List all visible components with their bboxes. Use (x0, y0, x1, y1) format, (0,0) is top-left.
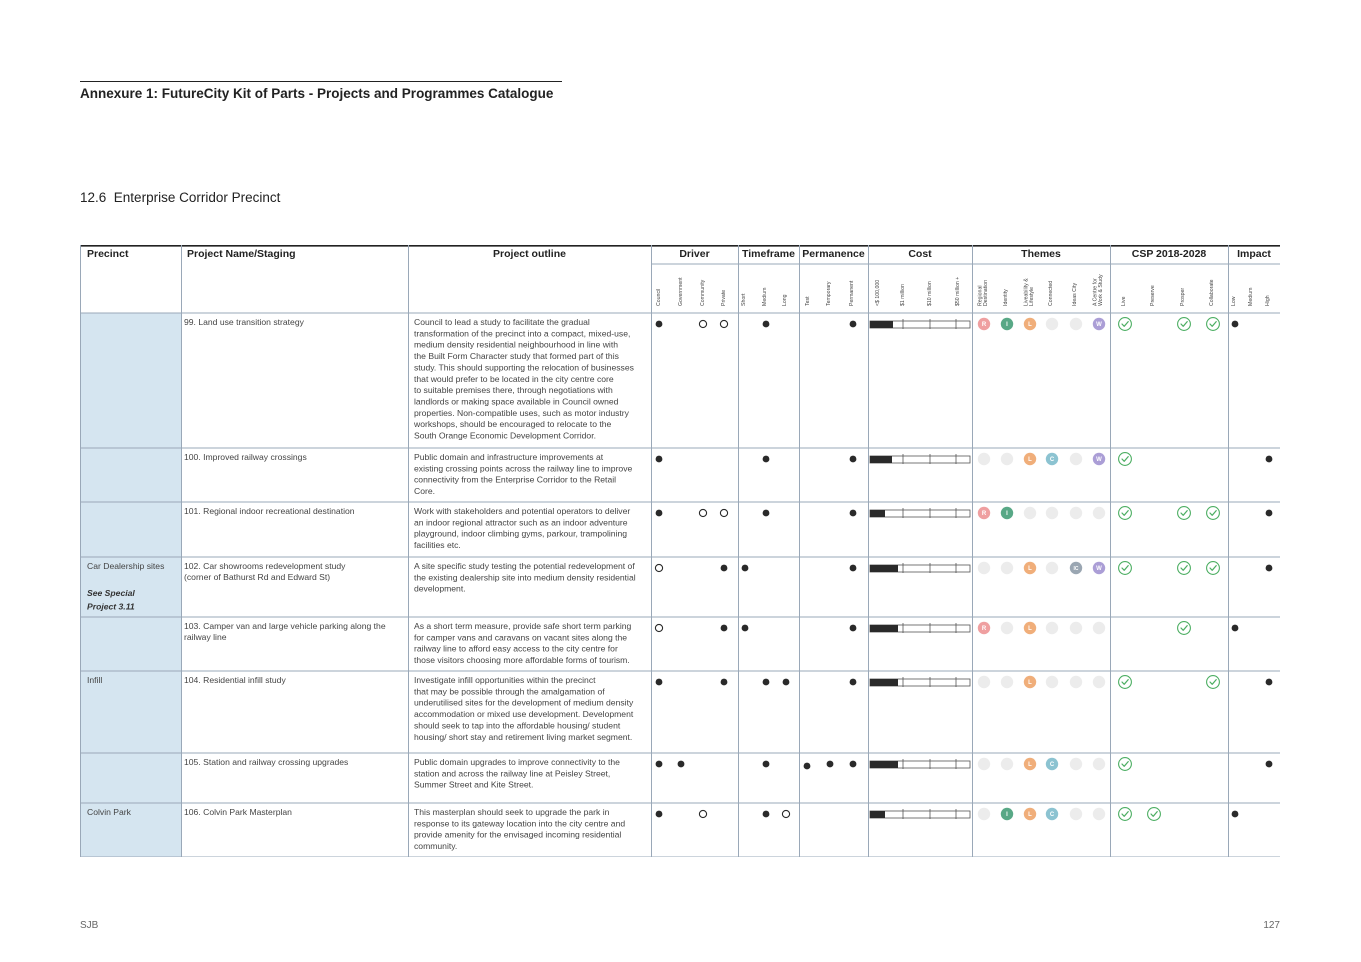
theme-badge-letter: I (1006, 812, 1008, 819)
theme-badge-I (1001, 453, 1013, 465)
theme-badge-I (1001, 622, 1013, 634)
driver-dot-hollow (699, 320, 706, 327)
subheader-theme (1024, 278, 1036, 306)
project-name: 100. Improved railway crossings (184, 452, 307, 462)
theme-badge-R (978, 453, 990, 465)
theme-badge-letter: L (1028, 566, 1032, 573)
project-outline-line: housing/ short stay and retirement living market segment. (414, 731, 633, 742)
project-outline-line: As a short term measure, provide safe short term parking (414, 621, 632, 631)
subheader-csp (1150, 285, 1156, 306)
header-outline: Project outline (493, 248, 566, 260)
precinct-cell-fill (81, 617, 181, 671)
theme-badge-letter: L (1028, 457, 1032, 464)
project-outline-line: This masterplan should seek to upgrade the park in (414, 807, 610, 817)
project-outline-line: existing crossing points across the railway line to improve (414, 463, 633, 474)
project-name: (corner of Bathurst Rd and Edward St) (184, 572, 331, 582)
subheader-impact-text: High (1265, 295, 1271, 306)
subheader-permanence-text: Temporary (826, 281, 832, 306)
theme-badge-letter: L (1028, 762, 1032, 769)
header-precinct: Precinct (87, 248, 129, 260)
project-outline-line: the existing dealership site into medium density residential (414, 572, 636, 583)
subheader-theme-text: Work & Study (1098, 274, 1104, 306)
subheader-timeframe-text: Medium (762, 287, 768, 306)
theme-badge-R (978, 562, 990, 574)
theme-badge-letter: W (1096, 322, 1102, 329)
page-title: Annexure 1: FutureCity Kit of Parts - Projects and Programmes Catalogue (80, 86, 554, 101)
project-name: 104. Residential infill study (184, 675, 286, 685)
theme-badge-R (978, 676, 990, 688)
subheader-csp-text: Prosper (1180, 287, 1186, 306)
subheader-driver (678, 277, 684, 306)
subheader-csp (1180, 288, 1186, 306)
driver-dot-hollow (720, 509, 727, 516)
subheader-theme-text: Lifestyle (1029, 286, 1035, 306)
project-outline-line: those visitors choosing more affordable forms of tourism. (414, 655, 630, 666)
project-name: 99. Land use transition strategy (184, 317, 304, 327)
timeframe-dot-filled (783, 679, 790, 686)
timeframe-dot-filled (763, 321, 770, 328)
project-outline-line: an indoor regional attractor such as an indoor adventure (414, 517, 628, 528)
csp-tick-circle (1119, 808, 1132, 821)
cost-bar-fill (870, 761, 898, 768)
project-outline-line: that may be possible through the amalgamation of (414, 686, 605, 697)
footer-brand: SJB (80, 920, 99, 931)
subheader-driver-text: Private (721, 289, 727, 306)
subheader-cost (875, 280, 881, 306)
csp-tick-circle (1178, 318, 1191, 331)
theme-badge-L (1024, 507, 1036, 519)
theme-badge-letter: C (1049, 812, 1055, 819)
project-outline-line: study. This should supporting the relocation of businesses (414, 362, 634, 373)
theme-badge-C (1046, 507, 1058, 519)
precinct-note: See Special (87, 588, 135, 598)
subheader-theme (1048, 281, 1054, 306)
csp-tick-circle (1207, 507, 1220, 520)
subheader-cost (900, 284, 906, 306)
driver-dot-hollow (699, 509, 706, 516)
theme-badge-W (1093, 507, 1105, 519)
header-permanence: Permanence (802, 248, 865, 260)
header-rule (80, 81, 562, 82)
theme-badge-letter: R (981, 626, 987, 633)
project-outline-line: Investigate infill opportunities within the precinct (414, 675, 596, 685)
theme-badge-R (978, 808, 990, 820)
driver-dot-filled (721, 565, 728, 572)
csp-tick-circle (1178, 622, 1191, 635)
project-outline-line: that would prefer to be located in the city centre core (414, 373, 614, 384)
header-timeframe: Timeframe (742, 248, 795, 260)
subheader-csp (1121, 296, 1127, 306)
section-title: Enterprise Corridor Precinct (113, 190, 281, 205)
project-name: 103. Camper van and large vehicle parking along the (184, 621, 386, 631)
timeframe-dot-filled (763, 811, 770, 818)
project-outline-line: community. (414, 841, 458, 852)
subheader-timeframe (741, 293, 747, 306)
driver-dot-hollow (720, 320, 727, 327)
driver-dot-hollow (655, 564, 662, 571)
project-outline-line: Summer Street and Kite Street. (414, 779, 534, 790)
project-outline-line: Council to lead a study to facilitate the gradual (414, 317, 590, 327)
theme-badge-W (1093, 808, 1105, 820)
csp-tick-circle (1207, 676, 1220, 689)
project-outline-line: development. (414, 583, 466, 594)
subheader-csp-text: Live (1121, 296, 1127, 306)
theme-badge-C (1046, 318, 1058, 330)
timeframe-dot-filled (763, 761, 770, 768)
impact-dot-filled (1232, 811, 1239, 818)
permanence-dot-filled (850, 625, 857, 632)
project-outline-line: playground, indoor climbing gyms, parkour, trampolining (414, 528, 628, 539)
section-number: 12.6 (80, 190, 107, 205)
theme-badge-IC (1070, 507, 1082, 519)
theme-badge-C (1046, 562, 1058, 574)
project-outline-line: should seek to tap into the affordable housing/ student (414, 720, 621, 731)
theme-badge-letter: I (1006, 511, 1008, 518)
project-outline-line: medium density residential neighbourhood in line with (414, 339, 618, 350)
project-outline-line: accommodation or mixed use development. Development (414, 709, 634, 720)
subheader-theme-text: Destination (983, 280, 989, 306)
theme-badge-letter: L (1028, 680, 1032, 687)
project-outline-line: station and across the railway line at Peisley Street, (414, 768, 611, 779)
project-name: 105. Station and railway crossing upgrades (184, 757, 349, 767)
precinct-label: Infill (87, 675, 103, 685)
subheader-impact-text: Medium (1248, 287, 1254, 306)
project-outline-line: connectivity from the Enterprise Corridor to the Retail (414, 474, 617, 485)
header-project: Project Name/Staging (187, 248, 296, 260)
csp-tick-circle (1178, 507, 1191, 520)
header-themes: Themes (1021, 248, 1061, 260)
project-outline-line: Core. (414, 486, 436, 497)
subheader-cost-text: $50 million + (955, 276, 961, 306)
theme-badge-W (1093, 758, 1105, 770)
csp-tick-circle (1148, 808, 1161, 821)
theme-badge-IC (1070, 808, 1082, 820)
subheader-csp (1209, 279, 1215, 306)
project-outline-line: the Built Form Character study that formed part of this (414, 351, 619, 362)
project-name: 101. Regional indoor recreational destination (184, 506, 355, 516)
theme-badge-letter: IC (1073, 566, 1079, 573)
csp-tick-circle (1119, 318, 1132, 331)
precinct-label: Car Dealership sites (87, 561, 165, 571)
project-outline-line: A site specific study testing the potential redevelopment of (414, 561, 635, 571)
subheader-timeframe-text: Long (782, 294, 788, 306)
subheader-driver (721, 290, 727, 306)
project-outline-line: transformation of the precinct into a compact, mixed-use, (414, 328, 631, 339)
cost-bar-fill (870, 510, 885, 517)
subheader-theme-text: Identity (1003, 289, 1009, 306)
permanence-dot-filled (850, 761, 857, 768)
projects-table (80, 245, 1280, 857)
subheader-theme (1093, 274, 1105, 306)
theme-badge-letter: I (1006, 322, 1008, 329)
csp-tick-circle (1207, 562, 1220, 575)
theme-badge-C (1046, 676, 1058, 688)
theme-badge-R (978, 758, 990, 770)
cost-bar-fill (870, 625, 898, 632)
project-outline-line: railway line to afford easy access to the city centre for (414, 643, 618, 654)
subheader-permanence (826, 281, 832, 306)
project-name: 102. Car showrooms redevelopment study (184, 561, 346, 571)
cost-bar-fill (870, 456, 892, 463)
subheader-permanence-text: Permanent (849, 280, 855, 306)
project-outline-line: landlords or making space available in Council owned (414, 396, 619, 407)
project-outline-line: properties. Non-compatible uses, such as motor industry (414, 407, 629, 418)
theme-badge-letter: C (1049, 457, 1055, 464)
subheader-impact (1265, 295, 1271, 306)
theme-badge-I (1001, 676, 1013, 688)
driver-dot-filled (656, 679, 663, 686)
project-name: railway line (184, 632, 227, 642)
permanence-dot-filled (850, 679, 857, 686)
project-outline-line: facilities etc. (414, 540, 461, 551)
theme-badge-W (1093, 622, 1105, 634)
driver-dot-hollow (655, 624, 662, 631)
theme-badge-IC (1070, 453, 1082, 465)
subheader-impact-text: Low (1231, 296, 1237, 306)
theme-badge-letter: L (1028, 812, 1032, 819)
cost-bar-fill (870, 811, 885, 818)
subheader-driver (700, 279, 706, 306)
subheader-theme-text: Ideas City (1072, 282, 1078, 306)
header-driver: Driver (679, 248, 710, 260)
theme-badge-I (1001, 758, 1013, 770)
subheader-csp-text: Preserve (1150, 285, 1156, 306)
impact-dot-filled (1266, 679, 1273, 686)
cost-bar-fill (870, 321, 893, 328)
subheader-driver-text: Government (678, 277, 684, 306)
theme-badge-IC (1070, 676, 1082, 688)
permanence-dot-filled (804, 763, 811, 770)
subheader-cost (955, 277, 961, 306)
subheader-timeframe (782, 294, 788, 306)
subheader-impact (1231, 296, 1237, 306)
theme-badge-IC (1070, 318, 1082, 330)
driver-dot-filled (721, 625, 728, 632)
theme-badge-IC (1070, 622, 1082, 634)
timeframe-dot-filled (742, 565, 749, 572)
subheader-csp-text: Collaborate (1209, 279, 1215, 306)
theme-badge-W (1093, 676, 1105, 688)
timeframe-dot-filled (763, 510, 770, 517)
project-outline-line: for camper vans and caravans on vacant sites along the (414, 632, 628, 643)
csp-tick-circle (1119, 507, 1132, 520)
impact-dot-filled (1266, 456, 1273, 463)
project-outline-line: response to its gateway location into the city centre and (414, 818, 626, 829)
precinct-cell-fill (81, 313, 181, 448)
subheader-cost-text: $1 million (900, 284, 906, 306)
subheader-cost-text: $10 million (927, 281, 933, 306)
subheader-theme-text: Liveability & (1023, 278, 1030, 306)
subheader-driver-text: Community (700, 279, 706, 306)
csp-tick-circle (1178, 562, 1191, 575)
subheader-theme (1072, 283, 1078, 306)
project-outline-line: workshops, should be encouraged to relocate to the (414, 419, 612, 430)
theme-badge-C (1046, 622, 1058, 634)
subheader-theme (1003, 289, 1009, 306)
section-heading (80, 190, 280, 205)
impact-dot-filled (1266, 761, 1273, 768)
project-outline-line: Public domain upgrades to improve connectivity to the (414, 757, 620, 767)
project-name: 106. Colvin Park Masterplan (184, 807, 292, 817)
permanence-dot-filled (850, 321, 857, 328)
subheader-theme-text: Connected (1048, 280, 1054, 306)
subheader-theme-text: Regional (977, 285, 984, 306)
subheader-driver (656, 289, 662, 306)
csp-tick-circle (1119, 453, 1132, 466)
subheader-cost (927, 281, 933, 306)
csp-tick-circle (1119, 562, 1132, 575)
theme-badge-letter: L (1028, 626, 1032, 633)
theme-badge-IC (1070, 758, 1082, 770)
theme-badge-letter: L (1028, 322, 1032, 329)
subheader-theme (978, 280, 990, 306)
timeframe-dot-hollow (782, 810, 789, 817)
timeframe-dot-filled (763, 679, 770, 686)
theme-badge-letter: W (1096, 457, 1102, 464)
precinct-cell-fill (81, 753, 181, 803)
impact-dot-filled (1266, 565, 1273, 572)
project-outline-line: Work with stakeholders and potential operators to deliver (414, 506, 631, 516)
subheader-cost-text: <$ 100,000 (875, 279, 881, 306)
header-impact: Impact (1237, 248, 1271, 260)
project-outline-line: provide amenity for the envisaged incoming residential (414, 829, 622, 840)
project-outline-line: to suitable premises there, through negotiations with (414, 385, 613, 396)
permanence-dot-filled (850, 510, 857, 517)
header-csp: CSP 2018-2028 (1131, 248, 1207, 260)
header-cost: Cost (908, 248, 932, 260)
subheader-permanence (805, 296, 811, 306)
subheader-impact (1248, 288, 1254, 306)
driver-dot-filled (656, 811, 663, 818)
subheader-permanence (849, 280, 855, 306)
precinct-note: Project 3.11 (87, 601, 135, 612)
cost-bar-fill (870, 679, 898, 686)
theme-badge-letter: R (981, 322, 987, 329)
page-number: 127 (1263, 920, 1280, 931)
project-outline-line: Public domain and infrastructure improvements at (414, 452, 604, 462)
theme-badge-I (1001, 562, 1013, 574)
permanence-dot-filled (850, 456, 857, 463)
project-outline-line: South Orange Economic Development Corridor. (414, 430, 596, 441)
csp-tick-circle (1119, 758, 1132, 771)
impact-dot-filled (1232, 321, 1239, 328)
csp-tick-circle (1119, 676, 1132, 689)
precinct-label: Colvin Park (87, 807, 131, 817)
impact-dot-filled (1232, 625, 1239, 632)
csp-tick-circle (1207, 318, 1220, 331)
permanence-dot-filled (827, 761, 834, 768)
driver-dot-hollow (699, 810, 706, 817)
subheader-timeframe-text: Short (741, 293, 747, 306)
subheader-driver-text: Council (656, 288, 662, 306)
driver-dot-filled (656, 456, 663, 463)
theme-badge-letter: R (981, 511, 987, 518)
driver-dot-filled (656, 510, 663, 517)
precinct-cell-fill (81, 448, 181, 502)
theme-badge-letter: C (1049, 762, 1055, 769)
driver-dot-filled (656, 761, 663, 768)
precinct-cell-fill (81, 502, 181, 557)
subheader-permanence-text: Test (805, 296, 811, 306)
permanence-dot-filled (850, 565, 857, 572)
driver-dot-filled (721, 679, 728, 686)
timeframe-dot-filled (763, 456, 770, 463)
driver-dot-filled (678, 761, 685, 768)
timeframe-dot-filled (742, 625, 749, 632)
driver-dot-filled (656, 321, 663, 328)
theme-badge-letter: W (1096, 566, 1102, 573)
impact-dot-filled (1266, 510, 1273, 517)
subheader-timeframe (762, 288, 768, 306)
subheader-theme-text: A Centre for (1092, 278, 1099, 306)
project-outline-line: underutilised sites for the development of medium density (414, 697, 634, 708)
cost-bar-fill (870, 565, 898, 572)
